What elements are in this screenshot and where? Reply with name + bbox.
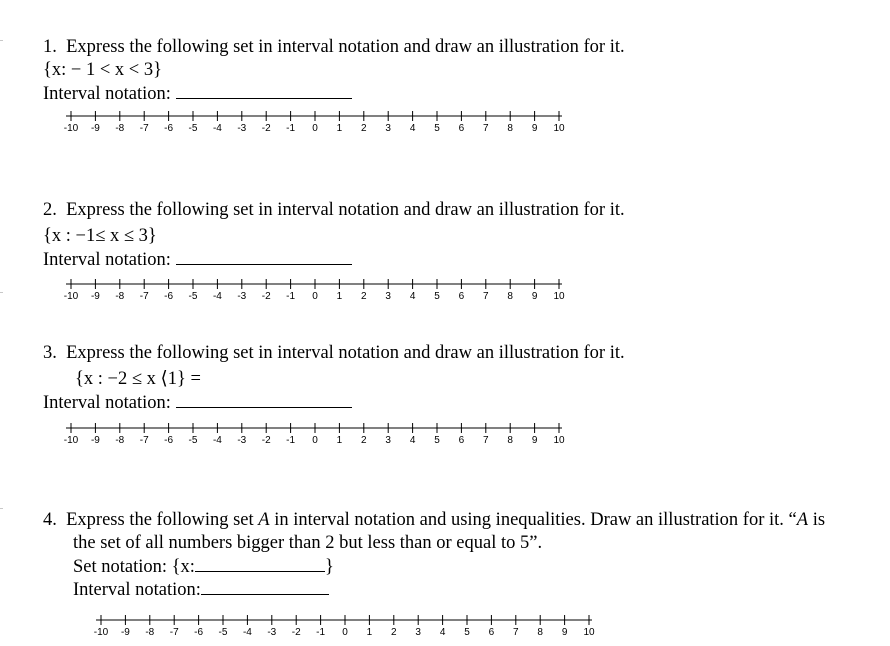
number-line-axis [93,614,599,628]
problem-2-set: {x : −1≤ x ≤ 3} [43,226,157,246]
interval-label: Interval notation: [43,250,171,270]
tick-label: 0 [342,627,348,638]
problem-2-prompt [43,199,625,221]
problem-3-interval [43,391,352,414]
tick-label: -2 [261,435,271,446]
tick-label: 0 [312,435,318,446]
tick-label: -10 [93,627,109,638]
tick-label: 4 [439,627,446,638]
interval-label: Interval notation: [43,84,171,104]
tick-label: -4 [212,435,222,446]
problem-4-prompt [43,509,825,531]
problem-1-prompt [43,36,625,58]
tick-label: -8 [115,123,125,134]
tick-label: 3 [385,435,391,446]
number-line-axis [63,422,569,436]
tick-label: -2 [261,291,271,302]
tick-label: -5 [188,123,198,134]
tick-label: 6 [458,291,465,302]
tick-label: 0 [312,291,318,302]
tick-label: -9 [90,291,100,302]
tick-label: 2 [361,123,367,134]
set-close: } [324,557,334,577]
tick-label: 9 [531,291,538,302]
tick-label: -7 [169,627,179,638]
tick-label: 6 [488,627,495,638]
number-line-axis [63,278,569,292]
tick-label: -4 [242,627,252,638]
tick-label: -4 [212,123,222,134]
problem-number: 1. [43,37,57,57]
margin-mark [0,292,3,293]
tick-label: 4 [409,123,416,134]
problem-number: 2. [43,200,57,220]
tick-label: 7 [483,435,489,446]
problem-text: Express the following set [66,510,259,530]
tick-label: -7 [139,435,149,446]
tick-label: -8 [145,627,155,638]
problem-number: 4. [43,510,57,530]
tick-label: -10 [63,291,79,302]
tick-label: 1 [336,123,343,134]
tick-label: -1 [316,627,326,638]
problem-text: in interval notation and using inequalities. Draw an illustration for it. “ [269,510,797,530]
tick-label: 4 [409,291,416,302]
tick-label: -3 [237,123,247,134]
tick-label: -3 [237,291,247,302]
tick-label: 2 [391,627,397,638]
tick-label: 2 [361,291,367,302]
tick-label: 1 [336,291,343,302]
tick-label: 8 [537,627,543,638]
tick-label: 9 [561,627,568,638]
tick-label: 10 [553,291,565,302]
tick-label: 3 [415,627,421,638]
tick-label: -3 [267,627,277,638]
tick-label: 3 [385,123,391,134]
tick-label: 1 [366,627,373,638]
tick-label: -9 [90,435,100,446]
tick-label: 4 [409,435,416,446]
tick-label: -3 [237,435,247,446]
problem-text: Express the following set in interval notation and draw an illustration for it. [66,200,625,220]
tick-label: 5 [464,627,470,638]
problem-4-prompt-line2: the set of all numbers bigger than 2 but less than or equal to 5”. [73,533,543,553]
set-answer-blank[interactable] [195,555,325,572]
tick-label: 10 [553,435,565,446]
tick-label: 3 [385,291,391,302]
problem-4-set [73,555,334,578]
problem-1-interval [43,82,352,105]
number-line-4[interactable] [93,614,633,640]
tick-label: -10 [63,123,79,134]
tick-label: -1 [286,435,296,446]
tick-label: 7 [483,291,489,302]
tick-label: -6 [194,627,204,638]
tick-label: 7 [513,627,519,638]
tick-label: -10 [63,435,79,446]
tick-label: 1 [336,435,343,446]
interval-answer-blank[interactable] [176,82,352,99]
tick-label: -7 [139,291,149,302]
tick-label: 6 [458,435,465,446]
set-variable: A [796,510,809,530]
margin-mark [0,40,3,41]
margin-mark [0,508,3,509]
tick-label: -6 [164,123,174,134]
tick-label: -5 [188,435,198,446]
problem-1-set: {x: − 1 < x < 3} [43,60,162,80]
tick-label: 5 [434,123,440,134]
tick-label: 10 [583,627,595,638]
tick-label: -7 [139,123,149,134]
number-line-2[interactable] [63,278,603,304]
problem-number: 3. [43,343,57,363]
problem-text: Express the following set in interval notation and draw an illustration for it. [66,37,625,57]
problem-3-set: {x : −2 ≤ x ⟨1} = [75,369,201,389]
tick-label: -9 [90,123,100,134]
tick-label: -2 [261,123,271,134]
tick-label: 7 [483,123,489,134]
number-line-axis [63,110,569,124]
problem-3-prompt [43,342,625,364]
tick-label: -2 [291,627,301,638]
tick-label: 6 [458,123,465,134]
tick-label: -1 [286,123,296,134]
interval-answer-blank[interactable] [176,391,352,408]
problem-text: Express the following set in interval notation and draw an illustration for it. [66,343,625,363]
set-variable: A [258,510,270,530]
tick-label: 8 [507,435,513,446]
problem-text: is [808,510,826,530]
number-line-3[interactable] [63,422,603,448]
interval-label: Interval notation: [73,580,201,600]
tick-label: -4 [212,291,222,302]
tick-label: 9 [531,123,538,134]
tick-label: -9 [120,627,130,638]
tick-label: -1 [286,291,296,302]
tick-label: 8 [507,291,513,302]
interval-answer-blank[interactable] [176,248,352,265]
tick-label: -6 [164,291,174,302]
tick-label: 0 [312,123,318,134]
tick-label: -5 [218,627,228,638]
problem-4-interval [73,578,329,601]
tick-label: -8 [115,291,125,302]
tick-label: 10 [553,123,565,134]
tick-label: 5 [434,435,440,446]
tick-label: -5 [188,291,198,302]
interval-answer-blank[interactable] [201,578,329,595]
interval-label: Interval notation: [43,393,171,413]
set-label: Set notation: {x: [73,557,195,577]
tick-label: 5 [434,291,440,302]
problem-2-interval [43,248,352,271]
tick-label: 2 [361,435,367,446]
number-line-1[interactable] [63,110,603,136]
tick-label: -6 [164,435,174,446]
tick-label: -8 [115,435,125,446]
tick-label: 9 [531,435,538,446]
tick-label: 8 [507,123,513,134]
